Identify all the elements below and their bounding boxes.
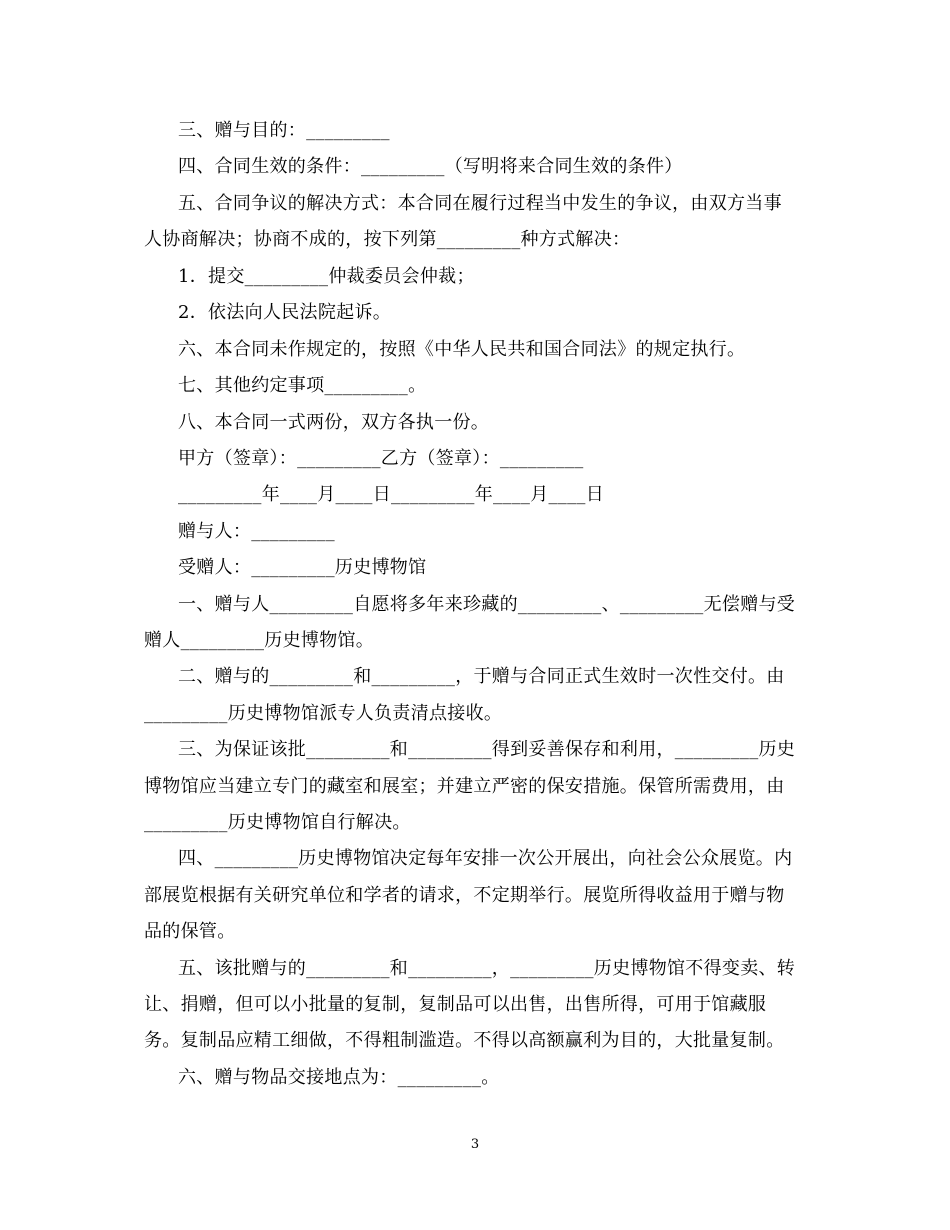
text-line: 赠与人：_________ [178,521,335,542]
text-line: 三、赠与目的：_________ [178,120,390,141]
text-line: 赠人_________历史博物馆。 [144,630,375,651]
text-line: 六、本合同未作规定的，按照《中华人民共和国合同法》的规定执行。 [178,339,746,360]
text-line: 四、合同生效的条件：_________（写明将来合同生效的条件） [178,156,683,177]
text-line: 人协商解决；协商不成的，按下列第_________种方式解决： [144,229,631,250]
text-line: 博物馆应当建立专门的藏室和展室；并建立严密的保安措施。保管所需费用，由 [144,776,785,797]
text-line: 二、赠与的_________和_________，于赠与合同正式生效时一次性交付。由 [178,666,785,687]
text-line: 八、本合同一式两份，双方各执一份。 [178,412,490,433]
text-line: 四、_________历史博物馆决定每年安排一次公开展出，向社会公众展览。内 [178,848,793,869]
text-line: 1．提交_________仲裁委员会仲裁； [178,266,475,287]
text-line: 三、为保证该批_________和_________得到妥善保存和利用，_________历史 [178,739,796,760]
text-line: _________历史博物馆派专人负责清点接收。 [144,703,503,724]
date-line: _________年____月____日_________年____月____日 [178,484,604,505]
text-line: 2．依法向人民法院起诉。 [178,302,392,323]
text-line: 受赠人：_________历史博物馆 [178,557,427,578]
text-line: _________历史博物馆自行解决。 [144,812,411,833]
text-line: 六、赠与物品交接地点为：_________。 [178,1067,500,1088]
text-line: 部展览根据有关研究单位和学者的请求，不定期举行。展览所得收益用于赠与物 [144,885,785,906]
text-line: 五、合同争议的解决方式：本合同在履行过程当中发生的争议，由双方当事 [178,193,782,214]
text-line: 五、该批赠与的_________和_________，_________历史博物馆不得变卖、转 [178,958,796,979]
page-number: 3 [470,1137,480,1152]
text-line: 一、赠与人_________自愿将多年来珍藏的_________、_________无偿赠与受 [178,594,796,615]
text-line: 品的保管。 [144,921,236,942]
text-line: 七、其他约定事项_________。 [178,375,427,396]
text-line: 让、捐赠，但可以小批量的复制，复制品可以出售，出售所得，可用于馆藏服 [144,994,767,1015]
signature-line: 甲方（签章）：_________乙方（签章）：_________ [178,448,584,469]
text-line: 务。复制品应精工细做，不得粗制滥造。不得以高额赢利为目的，大批量复制。 [144,1030,785,1051]
